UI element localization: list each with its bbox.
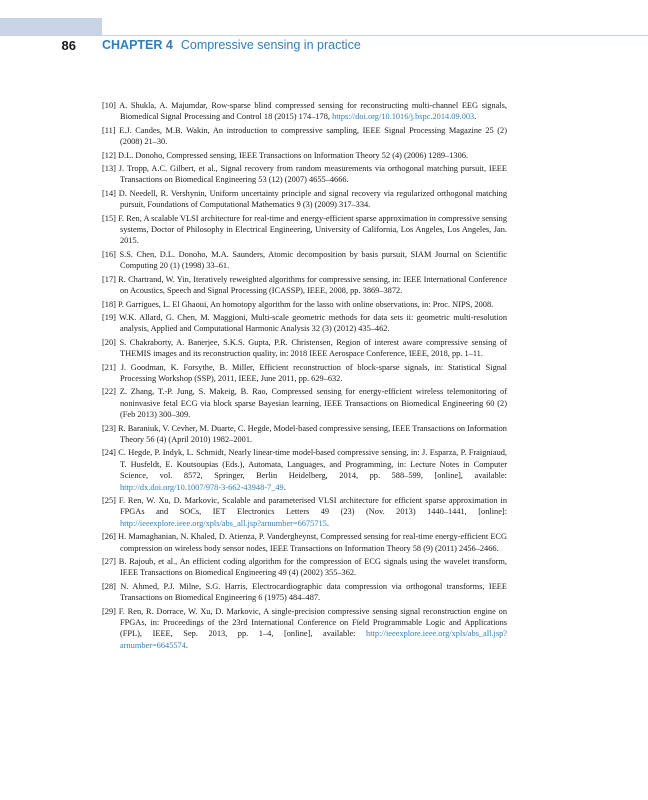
reference-tail: . [283, 482, 286, 492]
reference-item [102, 606, 507, 652]
reference-item [102, 337, 507, 360]
reference-number: [19] [102, 312, 116, 322]
reference-item [102, 312, 507, 335]
reference-text: J. Goodman, K. Forsythe, B. Miller, Efficient reconstruction of block-sparse signals, in: Statistical Signal Processing Workshop (SSP), 2011, IEEE, June 2011, pp. 629–632. [120, 362, 507, 383]
reference-number: [22] [102, 387, 116, 397]
reference-number: [20] [102, 337, 116, 347]
reference-item [102, 249, 507, 272]
header-rule [102, 35, 648, 36]
reference-number: [17] [102, 274, 116, 284]
reference-text: D. Needell, R. Vershynin, Uniform uncertainty principle and signal recovery via regularized orthogonal matching pursuit, Foundations of Computational Mathematics 9 (3) (2009) 317–334. [118, 188, 507, 210]
reference-text: D.L. Donoho, Compressed sensing, IEEE Transactions on Information Theory 52 (4) (2006) 1289–1306. [118, 150, 469, 160]
reference-item [102, 213, 507, 247]
reference-number: [15] [102, 213, 116, 223]
reference-text: A. Shukla, A. Majumdar, Row-sparse blind compressed sensing for reconstructing multi-channel EEG signals, Biomedical Signal Processing and Control 18 (2015) 174–178, [119, 101, 507, 122]
reference-text: B. Rajoub, et al., An efficient coding algorithm for the compression of ECG signals using the wavelet transform, IEEE Transactions on Biomedical Engineering 49 (4) (2002) 355–362. [118, 557, 507, 578]
reference-text: H. Mamaghanian, N. Khaled, D. Atienza, P. Vandergheynst, Compressed sensing for real-time energy-efficient ECG compression on wireless body sensor nodes, IEEE Transactions on Information Theory 58 (9) (2011) 2456–2466. [118, 532, 508, 553]
reference-number: [12] [102, 150, 116, 160]
reference-text: P. Garrigues, L. El Ghaoui, An homotopy algorithm for the lasso with online observations, in: Proc. NIPS, 2008. [118, 299, 494, 309]
reference-text: N. Ahmed, P.J. Milne, S.G. Harris, Electrocardiographic data compression via orthogonal transforms, IEEE Transactions on Biomedical Engineering 6 (1975) 484–487. [120, 581, 507, 603]
reference-item [102, 125, 507, 148]
reference-tail: . [326, 518, 329, 528]
reference-list [102, 100, 507, 653]
reference-number: [27] [102, 557, 116, 567]
reference-number: [14] [102, 188, 116, 198]
reference-item [102, 150, 507, 161]
reference-text: W.K. Allard, G. Chen, M. Maggioni, Multi-scale geometric methods for data sets ii: geometric multi-resolution analysis, Applied and Computational Harmonic Analysis 32 (3) (2012) 435–462. [119, 312, 507, 334]
reference-number: [23] [102, 423, 116, 433]
reference-tail: . [185, 640, 188, 650]
reference-text: E.J. Candes, M.B. Wakin, An introduction to compressive sampling, IEEE Signal Processing Magazine 25 (2) (2008) 21–30. [119, 125, 507, 147]
reference-number: [25] [102, 496, 116, 505]
reference-link[interactable]: http://ieeexplore.ieee.org/xpls/abs_all.jsp?arnumber=6675715 [120, 518, 327, 528]
reference-text: S. Chakraborty, A. Banerjee, S.K.S. Gupta, P.R. Christensen, Region of interest aware compressive sensing of THEMIS images and its reconstruction quality, in: 2018 IEEE Aerospace Conference, IEEE, 2018, pp. 1–11. [119, 337, 507, 359]
reference-item [102, 447, 507, 493]
reference-text: R. Chartrand, W. Yin, Iteratively reweighted algorithms for compressive sensing, in: IEEE International Conference on Acoustics, Speech and Signal Processing (ICASSP), IEEE, 2008, pp. 3869–3872. [118, 274, 508, 296]
chapter-label: CHAPTER 4 [102, 38, 173, 52]
reference-item [102, 362, 507, 385]
reference-item [102, 274, 507, 297]
reference-number: [24] [102, 448, 116, 458]
reference-number: [11] [102, 125, 116, 135]
reference-item [102, 100, 507, 123]
page-number: 86 [61, 38, 76, 53]
reference-item [102, 299, 507, 310]
reference-number: [28] [102, 581, 116, 591]
reference-item [102, 188, 507, 211]
reference-tail: . [474, 112, 477, 122]
reference-number: [26] [102, 532, 116, 542]
reference-item [102, 163, 507, 186]
reference-item [102, 495, 507, 529]
reference-item [102, 531, 507, 554]
reference-number: [21] [102, 362, 116, 372]
chapter-title: Compressive sensing in practice [180, 38, 361, 52]
reference-text: S.S. Chen, D.L. Donoho, M.A. Saunders, Atomic decomposition by basis pursuit, SIAM Journal on Scientific Computing 20 (1) (1998) 33–61. [119, 249, 507, 271]
reference-number: [29] [102, 606, 116, 616]
reference-text: J. Tropp, A.C. Gilbert, et al., Signal recovery from random measurements via orthogonal matching pursuit, IEEE Transactions on Biomedical Engineering 53 (12) (2007) 4655–4666. [118, 164, 507, 185]
reference-text: F. Ren, W. Xu, D. Markovic, Scalable and parameterised VLSI architecture for efficient sparse approximation in FPGAs and SOCs, IET Electronics Letters 49 (23) (Nov. 2013) 1440–1441, [online]: [118, 496, 507, 517]
reference-text: Z. Zhang, T.-P. Jung, S. Makeig, B. Rao, Compressed sensing for energy-efficient wireless telemonitoring of noninvasive fetal ECG via block sparse Bayesian learning, IEEE Transactions on Biomedical Engineering 60 (2) (Feb 2013) 300–309. [119, 387, 507, 420]
reference-number: [13] [102, 164, 116, 174]
reference-item [102, 423, 507, 446]
reference-link[interactable]: https://doi.org/10.1016/j.bspc.2014.09.003 [332, 112, 475, 122]
reference-text: F. Ren, A scalable VLSI architecture for real-time and energy-efficient sparse approximation in compressive sensing systems, Doctor of Philosophy in Electrical Engineering, University of California, Los Angeles, Los Angeles, Jan. 2015. [118, 213, 508, 246]
reference-number: [18] [102, 299, 116, 309]
header-color-band [0, 18, 102, 36]
running-header [0, 38, 648, 56]
reference-item [102, 581, 507, 604]
reference-number: [10] [102, 101, 116, 110]
reference-item [102, 386, 507, 420]
reference-text: F. Ren, R. Dorrace, W. Xu, D. Markovic, A single-precision compressive sensing signal reconstruction engine on FPGAs, in: Proceedings of the 23rd International Conference on Field Programmable Logic and Applications (FPL), IEEE, Sep. 2013, pp. 1–4, [online], available: [118, 606, 507, 639]
reference-text: C. Hegde, P. Indyk, L. Schmidt, Nearly linear-time model-based compressive sensing, in: J. Esparza, P. Fraigniaud, T. Husfeldt, E. Koutsoupias (Eds.), Automata, Languages, and Programming, in: Lecture Notes in Computer Science, vol. 8572, Springer, Berlin Heidelberg, 2014, pp. 588–599, [online], available: [118, 448, 507, 481]
chapter-heading [102, 38, 361, 52]
reference-item [102, 556, 507, 579]
reference-link[interactable]: http://ieeexplore.ieee.org/xpls/abs_all.jsp?arnumber=6645574 [120, 629, 507, 650]
reference-link[interactable]: http://dx.doi.org/10.1007/978-3-662-43948-7_49 [120, 482, 284, 492]
reference-text: R. Baraniuk, V. Cevher, M. Duarte, C. Hegde, Model-based compressive sensing, IEEE Transactions on Information Theory 56 (4) (April 2010) 1982–2001. [118, 423, 507, 444]
reference-number: [16] [102, 249, 116, 259]
